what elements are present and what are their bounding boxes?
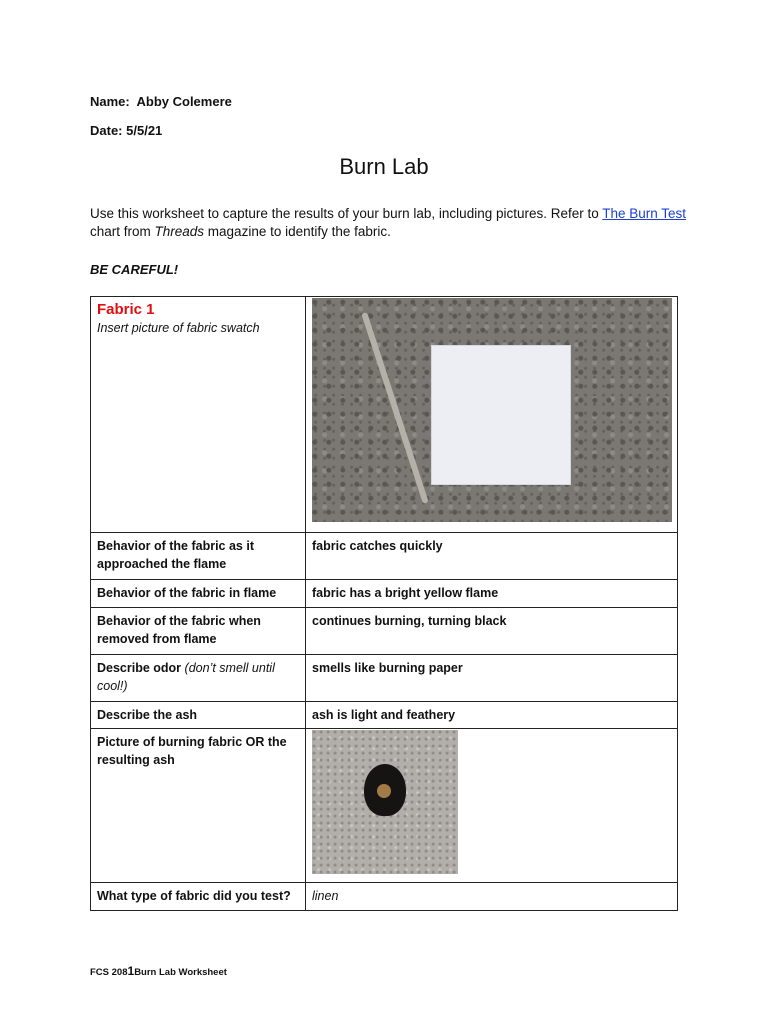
question-cell: Behavior of the fabric when removed from flame xyxy=(91,608,306,655)
intro-text-3: magazine to identify the fabric. xyxy=(204,224,391,239)
fabric-cell xyxy=(91,297,306,533)
footer-page-number: 1 xyxy=(127,964,135,978)
burn-lab-table xyxy=(90,296,678,911)
intro-text-2: chart from xyxy=(90,224,155,239)
answer-cell: ash is light and feathery xyxy=(306,702,678,729)
fabric-swatch xyxy=(432,346,570,484)
odor-question: Describe odor xyxy=(97,661,182,675)
table-row xyxy=(91,883,678,911)
intro-paragraph xyxy=(90,205,690,241)
intro-text: Use this worksheet to capture the results of your burn lab, including pictures. Refer to xyxy=(90,206,603,221)
footer-course: FCS 208 xyxy=(90,967,128,978)
name-line xyxy=(90,94,232,109)
warning-text: BE CAREFUL! xyxy=(90,262,179,277)
table-row xyxy=(91,729,678,883)
burned-fabric-photo xyxy=(312,730,458,874)
date-label: Date: xyxy=(90,123,123,138)
fabric-instruction: Insert picture of fabric swatch xyxy=(97,321,260,335)
table-row xyxy=(91,655,678,702)
table-row xyxy=(91,533,678,580)
question-cell xyxy=(91,655,306,702)
answer-cell: linen xyxy=(306,883,678,911)
question-cell: Behavior of the fabric as it approached the flame xyxy=(91,533,306,580)
table-row xyxy=(91,580,678,608)
ash-residue xyxy=(364,764,406,816)
fabric-swatch-cell xyxy=(306,297,678,533)
table-row xyxy=(91,702,678,729)
odor-note: (don’t smell until cool!) xyxy=(97,661,275,693)
footer-doc-title: Burn Lab Worksheet xyxy=(134,967,227,978)
answer-cell: fabric catches quickly xyxy=(306,533,678,580)
fabric-label: Fabric 1 xyxy=(97,301,155,318)
page-title: Burn Lab xyxy=(339,154,429,179)
question-cell: What type of fabric did you test? xyxy=(91,883,306,911)
table-row xyxy=(91,297,678,533)
question-cell: Picture of burning fabric OR the resulting ash xyxy=(91,729,306,883)
date-line xyxy=(90,123,162,138)
name-value: Abby Colemere xyxy=(136,94,232,109)
concrete-crack xyxy=(361,312,429,504)
answer-cell: continues burning, turning black xyxy=(306,608,678,655)
ash-photo-cell xyxy=(306,729,678,883)
question-cell: Behavior of the fabric in flame xyxy=(91,580,306,608)
name-label: Name: xyxy=(90,94,130,109)
answer-cell: smells like burning paper xyxy=(306,655,678,702)
answer-cell: fabric has a bright yellow flame xyxy=(306,580,678,608)
fabric-swatch-photo xyxy=(312,298,672,522)
magazine-name: Threads xyxy=(154,224,205,239)
page-footer xyxy=(90,964,227,978)
question-cell: Describe the ash xyxy=(91,702,306,729)
burn-test-link[interactable]: The Burn Test xyxy=(602,206,687,221)
table-row xyxy=(91,608,678,655)
date-value: 5/5/21 xyxy=(126,123,163,138)
